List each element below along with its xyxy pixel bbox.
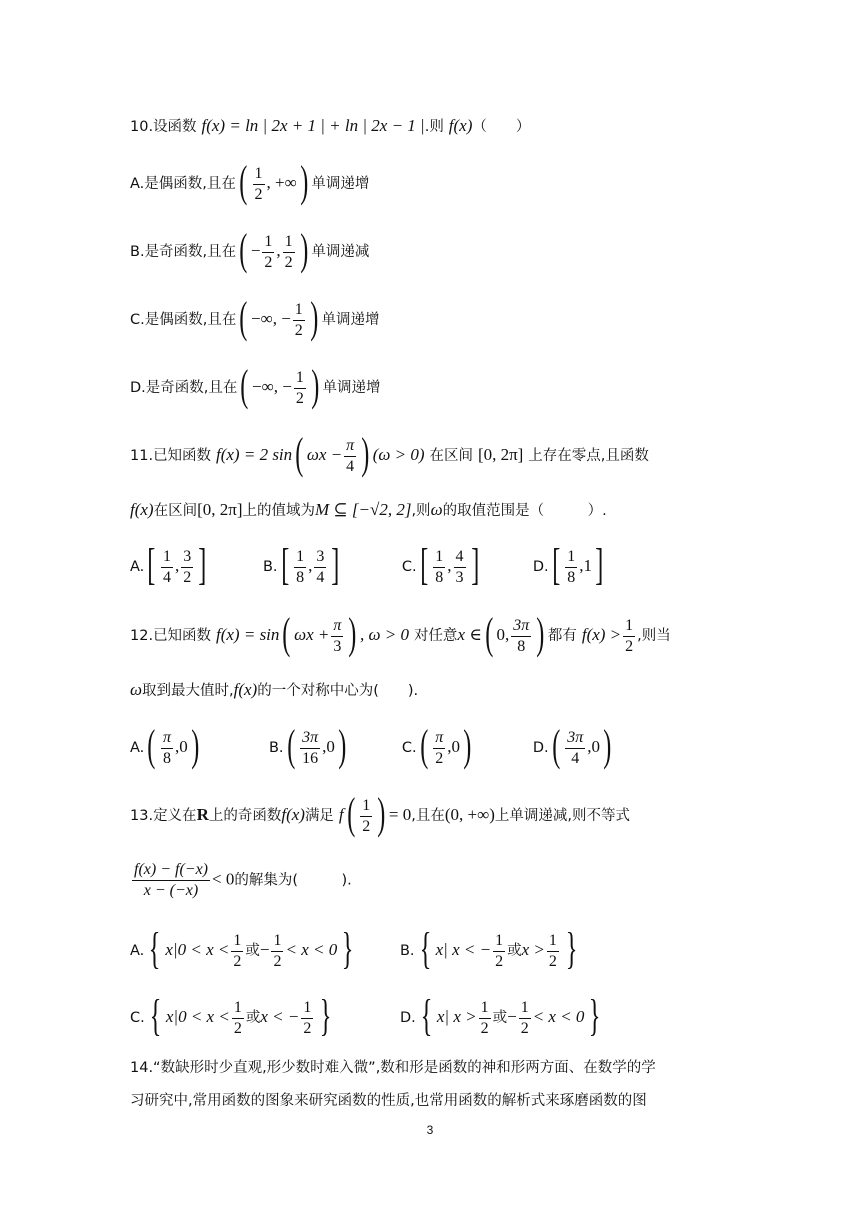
q14-line1: 14.“数缺形时少直观,形少数时难入微”,数和形是函数的神和形两方面、在数学的学 bbox=[130, 1060, 656, 1076]
q11-option-d: D.[ $\frac{1}{8}$ ,1] bbox=[532, 540, 604, 589]
q10-option-c: C.是偶函数,且在( −∞, − $\frac{1}{2}$ ) 单调递增 bbox=[130, 293, 380, 342]
q12-option-d: D.( $\frac{3\pi}{4}$ ,0) bbox=[532, 721, 612, 770]
q11-option-c: C.[ $\frac{1}{8}$ , $\frac{4}{3}$ ] bbox=[401, 540, 479, 589]
q11-option-a: A.[ $\frac{1}{4}$ , $\frac{3}{2}$ ] bbox=[130, 540, 207, 589]
q11-stem-line2: f(x)在区间[0, 2π]上的值域为M ⊆ [−√2, 2],则ω的取值范围是（ ）. bbox=[130, 500, 607, 519]
q12-stem-line2: ω取到最大值时,f(x)的一个对称中心为( ). bbox=[130, 680, 419, 699]
q11-option-b: B.[ $\frac{1}{8}$ , $\frac{3}{4}$ ] bbox=[262, 540, 340, 589]
q13-option-b: B. { x| x < − $\frac{1}{2}$ 或x > $\frac{1}{2}$ } bbox=[399, 924, 578, 973]
q13-options-row1 bbox=[130, 924, 582, 973]
q13-option-a: A. { x|0 < x < $\frac{1}{2}$ 或− $\frac{1}{2}$ < x < 0 } bbox=[130, 924, 354, 973]
q13-stem-line2: $\frac{f(x) - f(-x)}{x - (-x)}$ < 0的解集为( ). bbox=[134, 861, 352, 899]
q13-options-row2 bbox=[130, 991, 606, 1040]
q10-stem: 10.设函数 f(x) = ln | 2x + 1 | + ln | 2x − 1 |.则 f(x)（ ） bbox=[130, 116, 531, 135]
q12-option-a: A.( $\frac{\pi}{8}$ ,0) bbox=[130, 721, 200, 770]
q12-option-b: B.( $\frac{3\pi}{16}$ ,0) bbox=[268, 721, 347, 770]
q13-option-d: D. { x| x > $\frac{1}{2}$ 或− $\frac{1}{2}$ < x < 0 } bbox=[399, 991, 601, 1040]
q11-stem-line1: 11.已知函数 f(x) = 2 sin( ωx − $\frac{\pi}{4}$ ) (ω > 0) 在区间 [0, 2π] 上存在零点,且函数 bbox=[130, 429, 649, 478]
q10-option-b: B.是奇函数,且在( − $\frac{1}{2}$ , $\frac{1}{2}$ ) 单调递减 bbox=[130, 225, 370, 274]
q10-option-a: A.是偶函数,且在( $\frac{1}{2}$ , +∞) 单调递增 bbox=[130, 157, 370, 206]
q14-line2: 习研究中,常用函数的图象来研究函数的性质,也常用函数的解析式来琢磨函数的图 bbox=[130, 1093, 647, 1109]
q12-options bbox=[130, 721, 615, 770]
page-number: 3 bbox=[426, 1123, 434, 1137]
q13-option-c: C. { x|0 < x < $\frac{1}{2}$ 或x < − $\frac{1}{2}$ } bbox=[130, 991, 332, 1040]
q12-stem-line1: 12.已知函数 f(x) = sin( ωx + $\frac{\pi}{3}$ ) , ω > 0 对任意x ∈( 0, $\frac{3\pi}{8}$ ) 都有 f(x) > $\frac{1}{2}$ ,则当 bbox=[130, 609, 671, 658]
q13-stem-line1: 13.定义在R上的奇函数f(x)满足 f( $\frac{1}{2}$ ) = 0,且在(0, +∞)上单调递减,则不等式 bbox=[130, 789, 631, 838]
q11-options bbox=[130, 540, 607, 589]
q10-option-d: D.是奇函数,且在( −∞, − $\frac{1}{2}$ ) 单调递增 bbox=[130, 361, 381, 410]
q12-option-c: C.( $\frac{\pi}{2}$ ,0) bbox=[401, 721, 472, 770]
